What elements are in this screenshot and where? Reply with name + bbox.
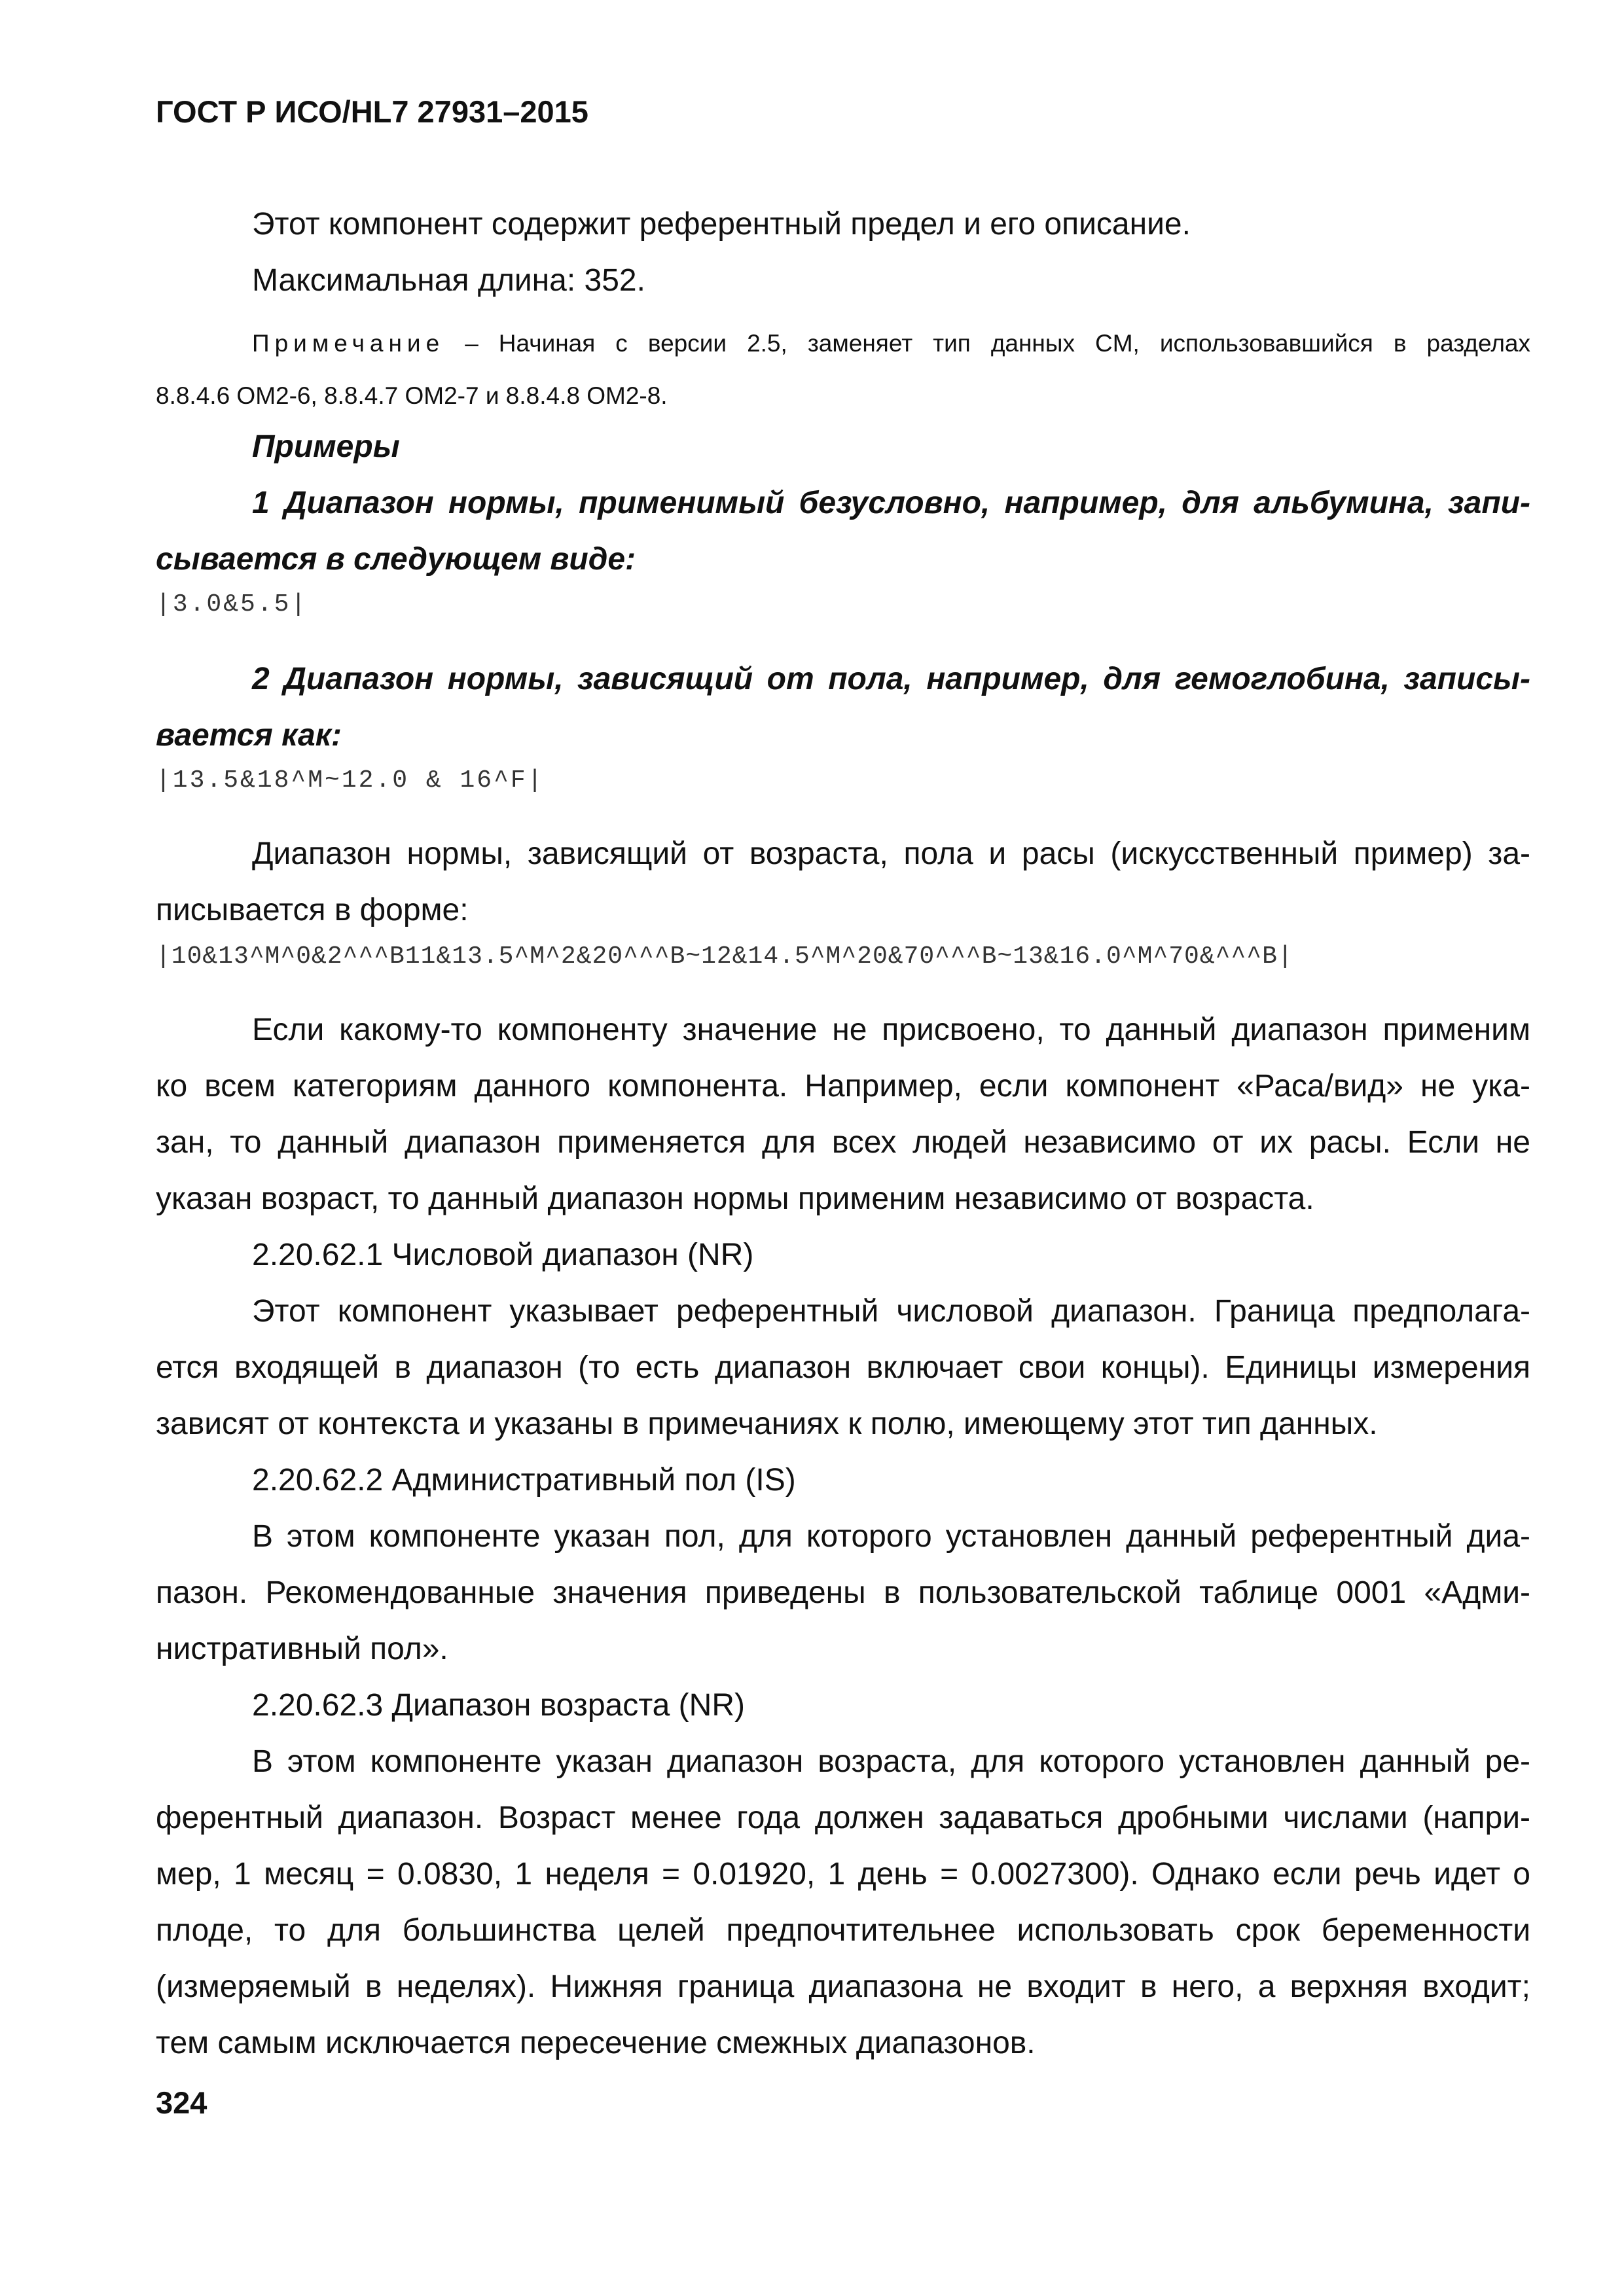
section-3-line-5: (измеряемый в неделях). Нижняя граница диапазона не входит в него, а верхняя входит;	[156, 1969, 1530, 2004]
document-header-id: ГОСТ Р ИСО/HL7 27931–2015	[156, 94, 588, 129]
example-1-text	[156, 475, 1530, 588]
section-1-line-1: Этот компонент указывает референтный числовой диапазон. Граница предполага-	[252, 1294, 1530, 1329]
example-2-code: |13.5&18^M~12.0 & 16^F|	[156, 766, 545, 795]
section-1-line-2: ется входящей в диапазон (то есть диапазон включает свои концы). Единицы измерения	[156, 1350, 1530, 1385]
section-1-heading: 2.20.62.1 Числовой диапазон (NR)	[252, 1238, 754, 1272]
section-3-line-3: мер, 1 месяц = 0.0830, 1 неделя = 0.01920, 1 день = 0.0027300). Однако если речь идет о	[156, 1857, 1530, 1892]
section-2-heading-block	[156, 1452, 1530, 1509]
examples-heading-block	[156, 419, 1530, 475]
example-1-line-1: 1 Диапазон нормы, применимый безусловно, например, для альбумина, запи-	[252, 486, 1530, 520]
intro-line-1: Этот компонент содержит референтный предел и его описание.	[252, 207, 1191, 242]
unassigned-line-2: ко всем категориям данного компонента. Например, если компонент «Раса/вид» не ука-	[156, 1069, 1530, 1103]
section-3-line-2: ферентный диапазон. Возраст менее года должен задаваться дробными числами (напри-	[156, 1801, 1530, 1835]
section-3-line-6: тем самым исключается пересечение смежных диапазонов.	[156, 2026, 1036, 2060]
section-2-line-2: пазон. Рекомендованные значения приведены в пользовательской таблице 0001 «Адми-	[156, 1575, 1530, 1610]
section-2-heading: 2.20.62.2 Административный пол (IS)	[252, 1463, 796, 1498]
unassigned-paragraph	[156, 1002, 1530, 1227]
section-2-paragraph	[156, 1509, 1530, 1677]
example-2-line-2: вается как:	[156, 718, 342, 753]
section-1-paragraph	[156, 1283, 1530, 1452]
max-length-paragraph	[156, 253, 1530, 309]
intro-paragraph	[156, 196, 1530, 253]
age-sex-race-code: |10&13^M^0&2^^^B11&13.5^M^2&20^^^B~12&14.5^M^20&70^^^B~13&16.0^M^70&^^^B|	[156, 942, 1293, 971]
examples-heading: Примеры	[252, 429, 400, 464]
example-1-line-2: сывается в следующем виде:	[156, 542, 636, 577]
example-1-code: |3.0&5.5|	[156, 590, 308, 619]
max-length-line: Максимальная длина: 352.	[252, 263, 645, 298]
age-sex-race-line-2: писывается в форме:	[156, 893, 469, 927]
note-block	[156, 317, 1530, 422]
section-3-line-4: плоде, то для большинства целей предпочтительнее использовать срок беременности	[156, 1913, 1530, 1948]
section-1-heading-block	[156, 1227, 1530, 1283]
example-2-text	[156, 651, 1530, 764]
age-sex-race-paragraph	[156, 826, 1530, 939]
unassigned-line-4: указан возраст, то данный диапазон нормы применим независимо от возраста.	[156, 1181, 1314, 1216]
age-sex-race-line-1: Диапазон нормы, зависящий от возраста, пола и расы (искусственный пример) за-	[252, 836, 1530, 871]
section-2-line-1: В этом компоненте указан пол, для которого установлен данный референтный диа-	[252, 1519, 1530, 1554]
section-2-line-3: нистративный пол».	[156, 1632, 448, 1666]
section-3-line-1: В этом компоненте указан диапазон возраста, для которого установлен данный ре-	[252, 1744, 1530, 1779]
note-line-2: 8.8.4.6 OM2-6, 8.8.4.7 OM2-7 и 8.8.4.8 OM2-8.	[156, 382, 668, 409]
note-text-1: – Начиная с версии 2.5, заменяет тип данных CM, использовавшийся в разделах	[465, 330, 1531, 357]
unassigned-line-3: зан, то данный диапазон применяется для всех людей независимо от их расы. Если не	[156, 1125, 1530, 1160]
section-3-paragraph	[156, 1734, 1530, 2072]
page-number: 324	[156, 2085, 208, 2120]
note-label: Примечание	[252, 330, 445, 357]
example-2-line-1: 2 Диапазон нормы, зависящий от пола, например, для гемоглобина, записы-	[252, 662, 1530, 696]
section-3-heading-block	[156, 1677, 1530, 1734]
unassigned-line-1: Если какому-то компоненту значение не присвоено, то данный диапазон применим	[252, 1013, 1530, 1047]
section-3-heading: 2.20.62.3 Диапазон возраста (NR)	[252, 1688, 745, 1723]
section-1-line-3: зависят от контекста и указаны в примечаниях к полю, имеющему этот тип данных.	[156, 1407, 1378, 1441]
note-line-1	[156, 317, 1530, 370]
